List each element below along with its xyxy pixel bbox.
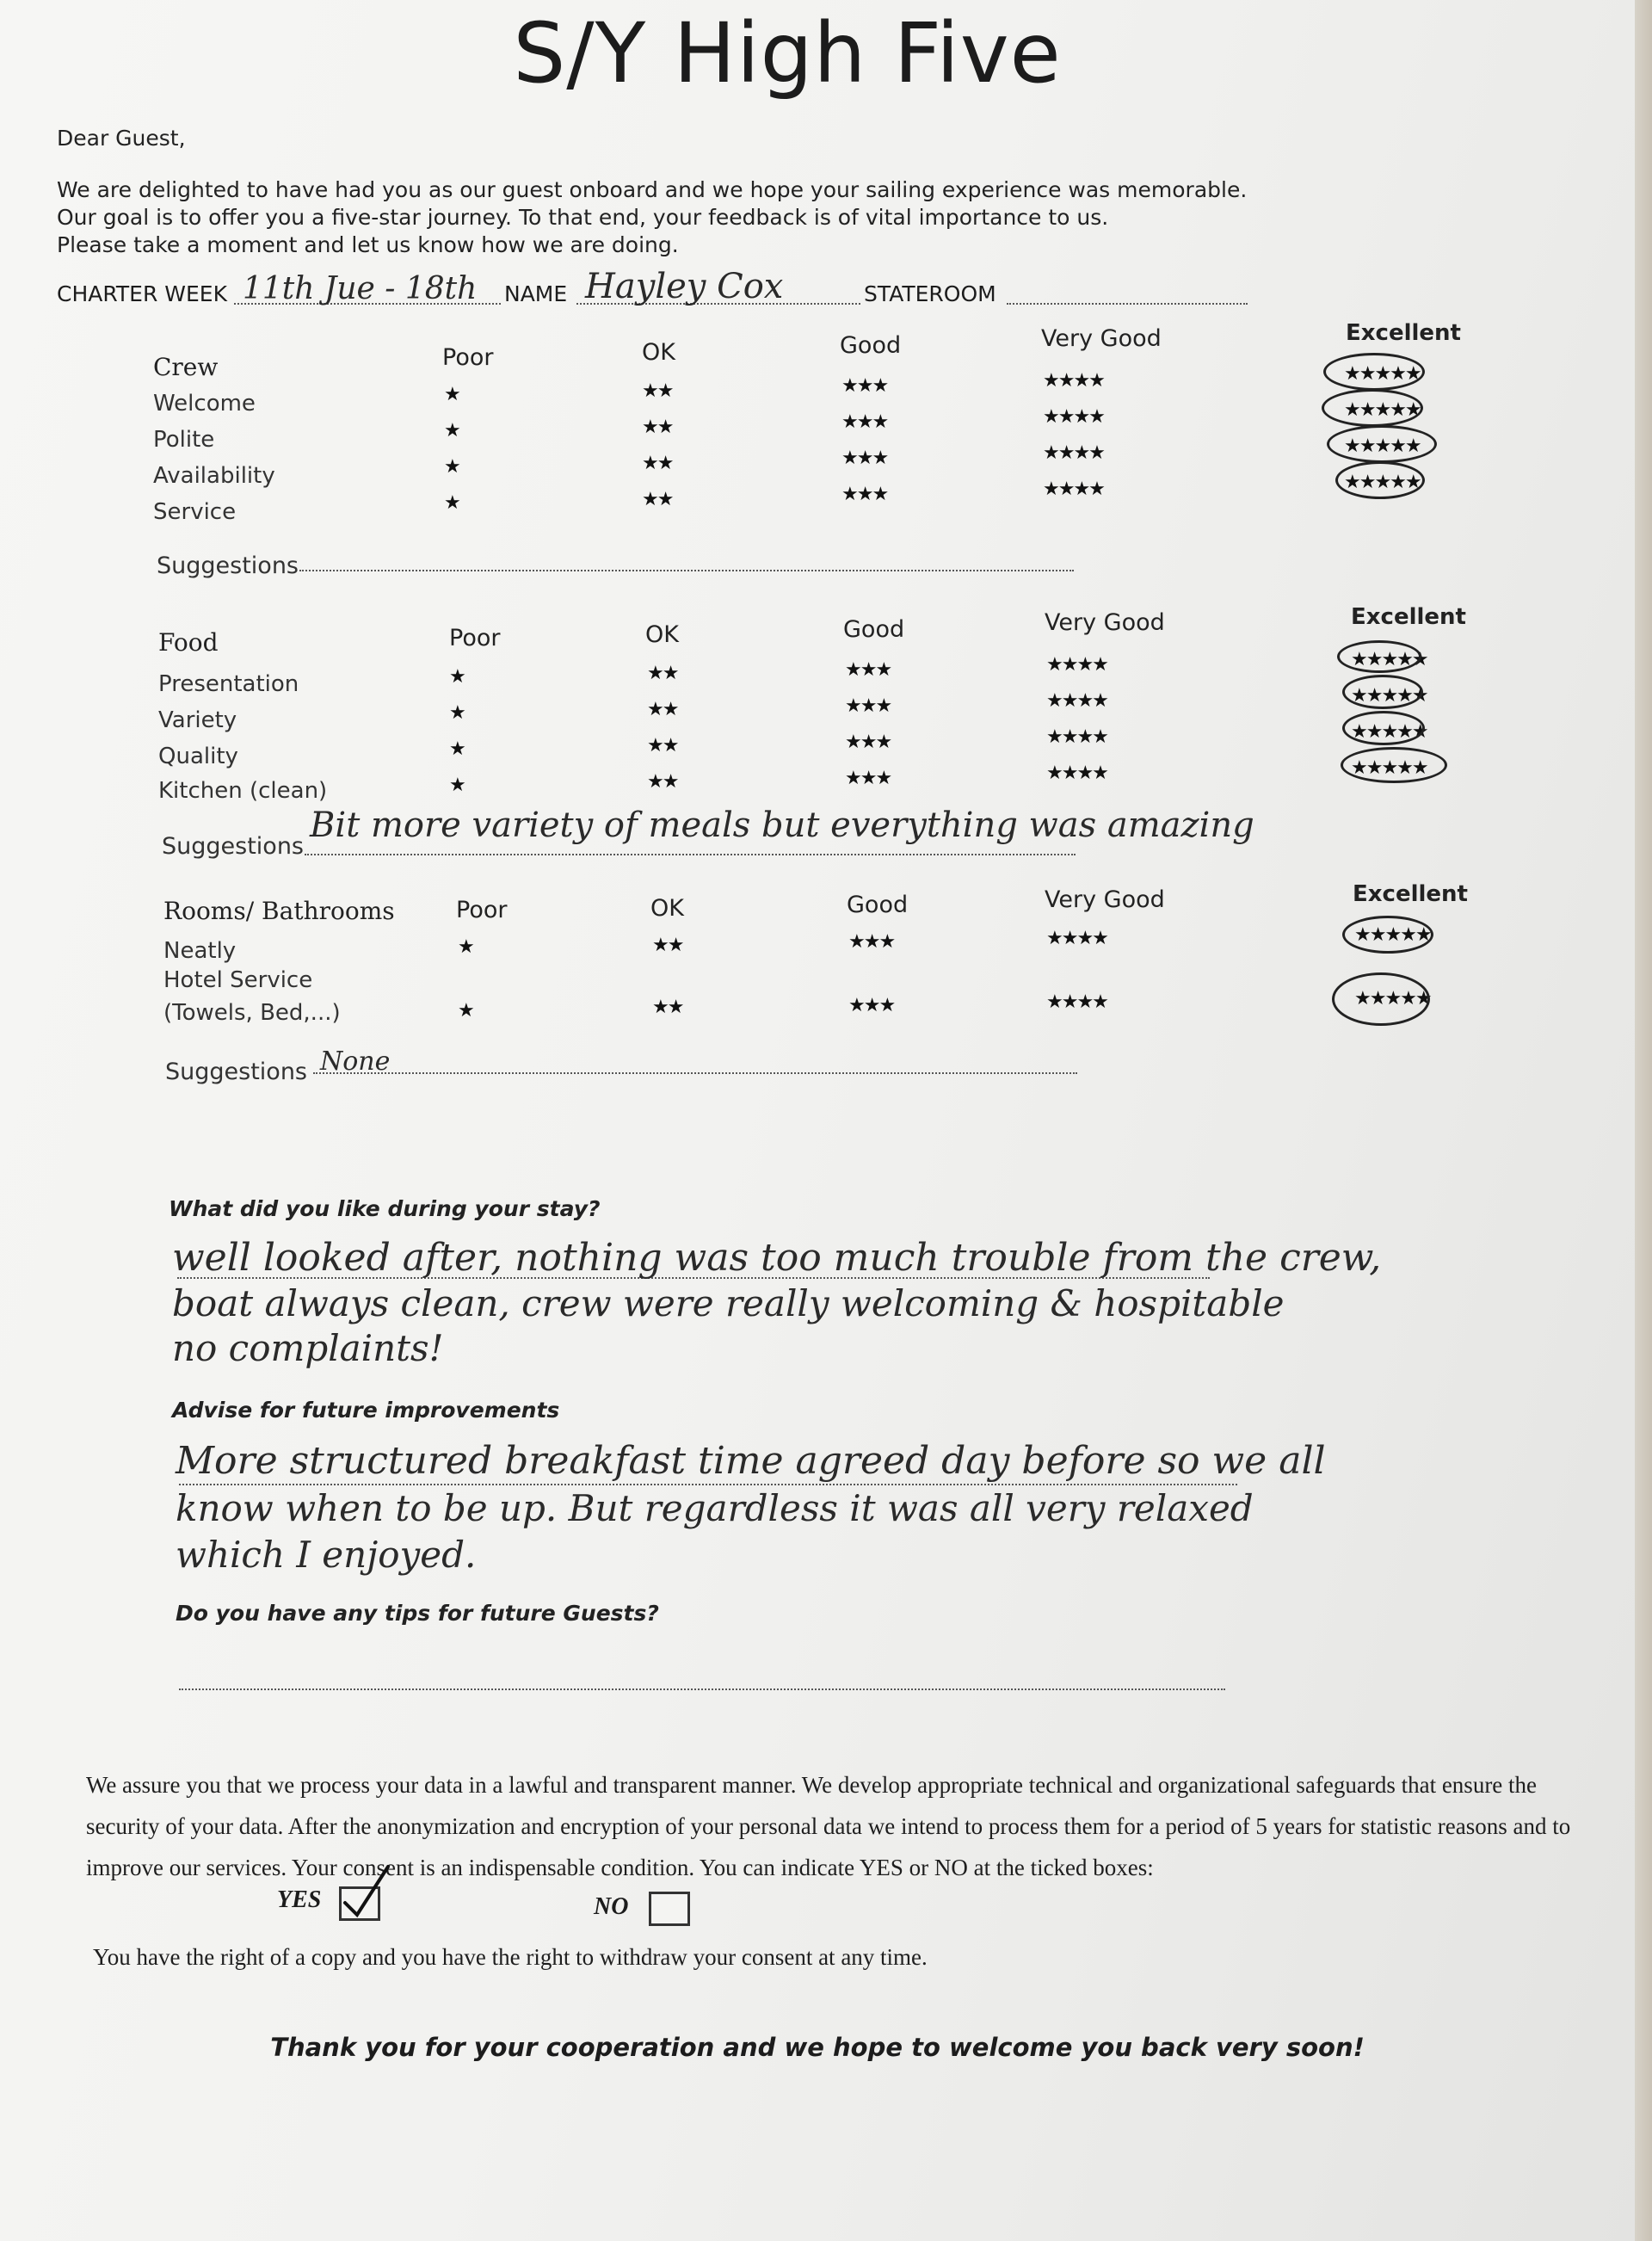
col-very-good: Very Good bbox=[1045, 609, 1165, 636]
rating-excellent[interactable]: ★★★★★ bbox=[1344, 399, 1421, 421]
selected-rating-circle bbox=[1341, 747, 1447, 783]
rating-excellent[interactable]: ★★★★★ bbox=[1354, 988, 1431, 1009]
rating-very-good[interactable]: ★★★★ bbox=[1046, 991, 1107, 1013]
rating-ok[interactable]: ★★ bbox=[652, 997, 683, 1018]
suggestions-value: None bbox=[320, 1046, 391, 1077]
rating-poor[interactable]: ★ bbox=[449, 738, 465, 760]
yes-checkbox[interactable] bbox=[339, 1886, 380, 1921]
name-value: Hayley Cox bbox=[585, 267, 784, 306]
answer-improvements-line-1: More structured breakfast time agreed day before so we all bbox=[176, 1439, 1326, 1483]
rating-very-good[interactable]: ★★★★ bbox=[1046, 726, 1107, 748]
section-title: Rooms/ Bathrooms bbox=[163, 897, 395, 925]
answer-liked-line-2: boat always clean, crew were really welcoming & hospitable bbox=[172, 1282, 1285, 1324]
row-label-welcome: Welcome bbox=[153, 391, 256, 417]
rating-ok[interactable]: ★★ bbox=[647, 735, 678, 756]
charter-week-value: 11th Jue - 18th bbox=[243, 271, 478, 306]
answer-liked-line-1: well looked after, nothing was too much trouble from the crew, bbox=[172, 1236, 1382, 1280]
suggestions-field[interactable] bbox=[313, 1072, 1077, 1074]
rating-poor[interactable]: ★ bbox=[444, 456, 459, 478]
col-ok: OK bbox=[642, 339, 675, 366]
rating-poor[interactable]: ★ bbox=[458, 1000, 473, 1022]
rating-very-good[interactable]: ★★★★ bbox=[1043, 406, 1104, 428]
col-poor: Poor bbox=[449, 625, 501, 651]
selected-rating-circle bbox=[1327, 425, 1437, 463]
rating-poor[interactable]: ★ bbox=[449, 775, 465, 796]
answer-improvements-line-3: which I enjoyed. bbox=[176, 1534, 477, 1576]
rating-poor[interactable]: ★ bbox=[444, 420, 459, 441]
answer-improvements-line-2: know when to be up. But regardless it was all very relaxed bbox=[176, 1487, 1254, 1529]
col-excellent: Excellent bbox=[1351, 604, 1466, 630]
row-sublabel-hotel-service: (Towels, Bed,...) bbox=[163, 1000, 341, 1026]
rating-ok[interactable]: ★★ bbox=[642, 453, 673, 474]
rating-very-good[interactable]: ★★★★ bbox=[1043, 478, 1104, 500]
rating-ok[interactable]: ★★ bbox=[642, 417, 673, 438]
rating-very-good[interactable]: ★★★★ bbox=[1043, 370, 1104, 392]
stateroom-field[interactable] bbox=[1007, 303, 1248, 305]
selected-rating-circle bbox=[1323, 353, 1425, 391]
selected-rating-circle bbox=[1342, 711, 1425, 745]
col-good: Good bbox=[840, 332, 902, 359]
rights-text: You have the right of a copy and you have the right to withdraw your consent at any time. bbox=[93, 1944, 928, 1970]
rating-ok[interactable]: ★★ bbox=[642, 489, 673, 510]
stateroom-label: STATEROOM bbox=[864, 281, 996, 306]
rating-good[interactable]: ★★★ bbox=[841, 484, 888, 505]
section-title: Crew bbox=[153, 353, 219, 381]
rating-good[interactable]: ★★★ bbox=[845, 659, 891, 681]
row-label-presentation: Presentation bbox=[158, 671, 299, 697]
col-ok: OK bbox=[650, 895, 684, 922]
answer-field-tips[interactable] bbox=[179, 1688, 1225, 1690]
charter-week-label: CHARTER WEEK bbox=[57, 281, 227, 306]
rating-good[interactable]: ★★★ bbox=[841, 448, 888, 469]
section-title: Food bbox=[158, 628, 219, 657]
row-label-quality: Quality bbox=[158, 744, 238, 769]
rating-excellent[interactable]: ★★★★★ bbox=[1351, 649, 1427, 670]
rating-good[interactable]: ★★★ bbox=[841, 375, 888, 397]
row-label-hotel-service: Hotel Service bbox=[163, 967, 313, 993]
rating-ok[interactable]: ★★ bbox=[642, 380, 673, 402]
intro-line-1: We are delighted to have had you as our guest onboard and we hope your sailing experience was memorable. bbox=[57, 177, 1248, 202]
col-excellent: Excellent bbox=[1346, 320, 1461, 346]
col-good: Good bbox=[843, 616, 905, 643]
greeting: Dear Guest, bbox=[57, 126, 186, 151]
selected-rating-circle bbox=[1342, 916, 1433, 954]
suggestions-value: Bit more variety of meals but everything was amazing bbox=[310, 806, 1254, 845]
row-label-availability: Availability bbox=[153, 463, 275, 489]
col-excellent: Excellent bbox=[1353, 881, 1468, 907]
intro-line-2: Our goal is to offer you a five-star journey. To that end, your feedback is of vital importance to us. bbox=[57, 205, 1109, 230]
rating-good[interactable]: ★★★ bbox=[845, 732, 891, 753]
question-liked: What did you like during your stay? bbox=[169, 1196, 601, 1221]
suggestions-field[interactable] bbox=[299, 570, 1074, 571]
rating-poor[interactable]: ★ bbox=[444, 384, 459, 405]
suggestions-label: Suggestions bbox=[162, 833, 304, 860]
rating-very-good[interactable]: ★★★★ bbox=[1046, 762, 1107, 784]
check-mark-icon bbox=[340, 1863, 400, 1923]
answer-field-improvements[interactable] bbox=[179, 1484, 1237, 1485]
rating-poor[interactable]: ★ bbox=[449, 666, 465, 688]
suggestions-field[interactable] bbox=[305, 854, 1076, 855]
rating-good[interactable]: ★★★ bbox=[841, 411, 888, 433]
rating-excellent[interactable]: ★★★★★ bbox=[1351, 757, 1427, 779]
col-very-good: Very Good bbox=[1041, 325, 1162, 352]
col-poor: Poor bbox=[442, 344, 494, 371]
selected-rating-circle bbox=[1337, 640, 1421, 673]
rating-ok[interactable]: ★★ bbox=[647, 771, 678, 793]
rating-good[interactable]: ★★★ bbox=[845, 695, 891, 717]
form-title: S/Y High Five bbox=[513, 5, 1062, 102]
selected-rating-circle bbox=[1322, 389, 1423, 427]
suggestions-label: Suggestions bbox=[165, 1059, 307, 1085]
rating-poor[interactable]: ★ bbox=[444, 492, 459, 514]
row-label-neatly: Neatly bbox=[163, 938, 237, 964]
rating-good[interactable]: ★★★ bbox=[848, 995, 895, 1016]
rating-ok[interactable]: ★★ bbox=[647, 699, 678, 720]
question-improvements: Advise for future improvements bbox=[172, 1398, 560, 1423]
no-label: NO bbox=[594, 1893, 629, 1920]
rating-very-good[interactable]: ★★★★ bbox=[1046, 928, 1107, 949]
charter-info-line bbox=[57, 269, 1253, 312]
rating-ok[interactable]: ★★ bbox=[647, 663, 678, 684]
selected-rating-circle bbox=[1335, 461, 1425, 499]
selected-rating-circle bbox=[1332, 972, 1430, 1026]
rating-poor[interactable]: ★ bbox=[449, 702, 465, 724]
answer-liked-line-3: no complaints! bbox=[172, 1327, 444, 1369]
col-poor: Poor bbox=[456, 897, 508, 923]
rating-excellent[interactable]: ★★★★★ bbox=[1354, 924, 1431, 946]
rating-excellent[interactable]: ★★★★★ bbox=[1344, 472, 1421, 493]
rating-excellent[interactable]: ★★★★★ bbox=[1344, 435, 1421, 457]
rating-very-good[interactable]: ★★★★ bbox=[1043, 442, 1104, 464]
col-good: Good bbox=[847, 892, 909, 918]
yes-label: YES bbox=[277, 1886, 322, 1913]
row-label-variety: Variety bbox=[158, 707, 237, 733]
rating-good[interactable]: ★★★ bbox=[848, 931, 895, 953]
question-tips: Do you have any tips for future Guests? bbox=[176, 1601, 659, 1626]
rating-excellent[interactable]: ★★★★★ bbox=[1351, 685, 1427, 707]
col-very-good: Very Good bbox=[1045, 886, 1165, 913]
selected-rating-circle bbox=[1342, 675, 1423, 709]
suggestions-label: Suggestions bbox=[157, 553, 299, 579]
row-label-kitchen: Kitchen (clean) bbox=[158, 778, 328, 804]
col-ok: OK bbox=[645, 621, 679, 648]
rating-ok[interactable]: ★★ bbox=[652, 935, 683, 956]
rating-very-good[interactable]: ★★★★ bbox=[1046, 654, 1107, 676]
row-label-polite: Polite bbox=[153, 427, 215, 453]
rating-excellent[interactable]: ★★★★★ bbox=[1351, 721, 1427, 743]
paper-edge bbox=[1635, 0, 1652, 2241]
data-privacy-text: We assure you that we process your data in a lawful and transparent manner. We develop appropriate technical and organizational safeguards that ensure the security of your data. After the anonymization and encryption of your personal data we intend to process them for a period of 5 years for statistic reasons and to improve our services. Your consent is an indispensable condition. You can indicate YES or NO at the ticked boxes: bbox=[86, 1772, 1571, 1880]
rating-poor[interactable]: ★ bbox=[458, 936, 473, 958]
rating-excellent[interactable]: ★★★★★ bbox=[1344, 363, 1421, 385]
name-label: NAME bbox=[504, 281, 568, 306]
intro-line-3: Please take a moment and let us know how we are doing. bbox=[57, 232, 679, 257]
thank-you-message: Thank you for your cooperation and we hope to welcome you back very soon! bbox=[270, 2033, 1365, 2062]
no-checkbox[interactable] bbox=[649, 1892, 690, 1926]
rating-very-good[interactable]: ★★★★ bbox=[1046, 690, 1107, 712]
rating-good[interactable]: ★★★ bbox=[845, 768, 891, 789]
row-label-service: Service bbox=[153, 499, 237, 525]
